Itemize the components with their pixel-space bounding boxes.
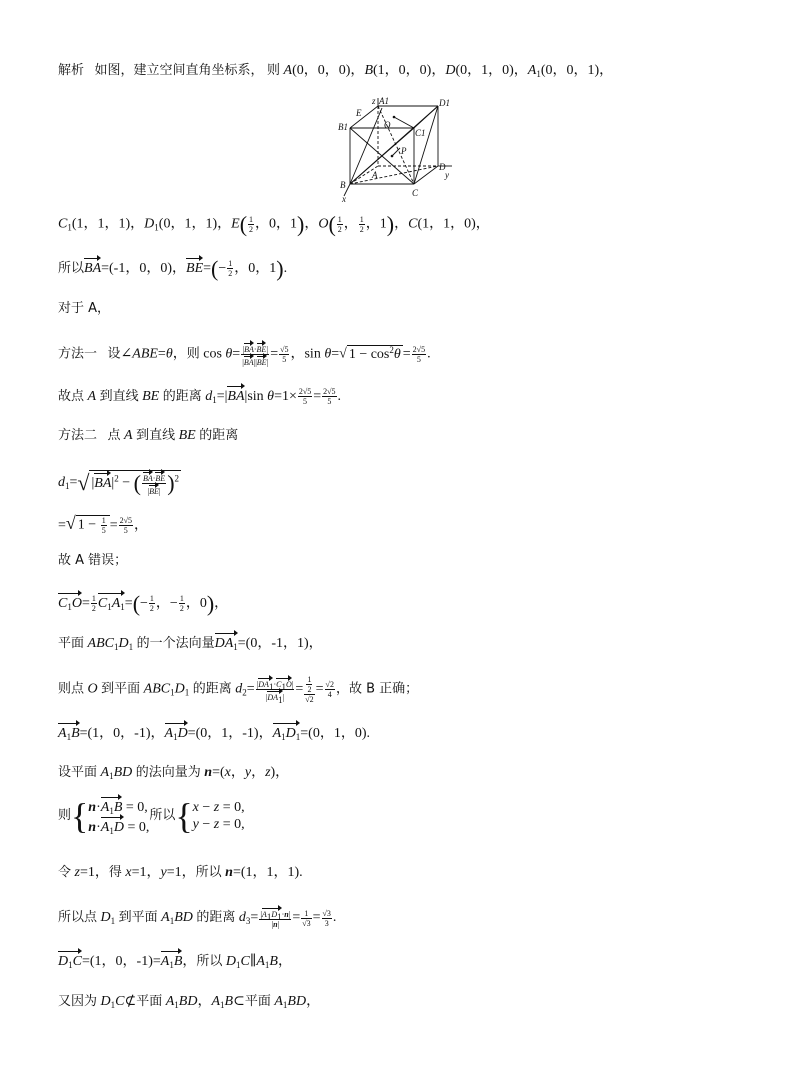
line-parallel: $D_1C=(1$，0，$-1)=A_1B$，所以 $D_1C\parallel A_1B$， <box>58 950 292 971</box>
line-d1-result: =√ 1 − $\frac{1}{5}$ = $\frac{2√5}{5}$ ， <box>58 513 148 536</box>
line-distance-d2: 则点 O 到平面 $ABC_1D_1$ 的距离 $d_2=$ $\frac{|DA_1\cdot C_1O|}{|DA_1|}$ = $\frac{\frac{1}{2}}{√2}$ = $\frac{√2}{4}$ ，故 B 正确； <box>58 675 419 705</box>
label-d: D <box>439 162 446 172</box>
label-c: C <box>412 188 419 198</box>
label-z: z <box>372 96 376 106</box>
label-a: A <box>372 170 378 180</box>
line-distance-d1: 故点 A 到直线 BE 的距离 $d_1=|BA|\sin$ θ=1× $\frac{2√5}{5}$ = $\frac{2√5}{5}$ . <box>58 385 341 406</box>
setup-text: 如图，建立空间直角坐标系， <box>94 63 264 78</box>
line-method-one: 方法一 设∠ABE=θ，则 cos θ= $\frac{|BA\cdot BE|}{|BA||BE|}$ = $\frac{√5}{5}$ ，sin θ=√ $1 - \cos^2\theta$ = $\frac{2√5}{5}$ . <box>58 342 431 367</box>
analysis-label: 解析 <box>58 63 85 78</box>
label-y: y <box>445 170 449 180</box>
line-plane-normal: 设平面 $A_1BD$ 的法向量为 n=(x，y，z)， <box>58 765 290 781</box>
line-vectors-ba-be: 所以BA=(-1，0，0)，BE=(− $\frac{1}{2}$ ，0，1). <box>58 255 288 281</box>
label-o: O <box>384 120 391 130</box>
line-case-a: 对于 A， <box>58 301 111 316</box>
line-equation-system: 则{$n\cdot A_1B = 0$, $n\cdot A_1D = 0$,所以{x − z = 0, y − z = 0, <box>58 796 245 836</box>
label-x: x <box>342 194 346 204</box>
line-vectors-a1: $A_1B=(1$，0，-1)，$A_1D=(0$，1，-1)，$A_1D_1=(0$，1，0). <box>58 722 370 743</box>
label-a1: A1 <box>379 96 389 106</box>
line-d1-formula: $d_1=√$ $|BA|^2$ − ( $\frac{BA\cdot BE}{|BE|}$ )$^2$ <box>58 470 180 496</box>
line-plane-relation: 又因为 $D_1C⊄$平面 $A_1BD$，$A_1B\subset$平面 $A_1BD$， <box>58 994 321 1010</box>
label-e: E <box>356 108 362 118</box>
label-b: B <box>340 180 346 190</box>
cube-figure <box>332 96 460 204</box>
line-coordinates-2: $C_1(1$，1，1)，$D_1(0$，1，1)，E( $\frac{1}{2}$ ，0，1)，O( $\frac{1}{2}$ ， $\frac{1}{2}$ ，1)，C(1，1，0)， <box>58 211 490 237</box>
label-b1: B1 <box>338 122 348 132</box>
label-d1: D1 <box>439 98 450 108</box>
line-coordinate-setup <box>58 62 613 80</box>
line-method-two: 方法二 点 A 到直线 BE 的距离 <box>58 428 239 443</box>
label-p: P <box>401 146 407 156</box>
label-c1: C1 <box>415 128 426 138</box>
coordinates-abd: 则 A(0，0，0)，B(1，0，0)，D(0，1，0)，$A_1(0$，0，1)， <box>267 63 614 79</box>
line-a-wrong: 故 A 错误； <box>58 553 128 568</box>
line-normal-vector: 平面 $ABC_1D_1$ 的一个法向量$DA_1=(0$，-1，1)， <box>58 632 323 653</box>
line-c1o: $C_1O=$ $\frac{1}{2}$ $C_1A_1=(-$ $\frac{1}{2}$ ，− $\frac{1}{2}$ ，0)， <box>58 590 229 616</box>
line-distance-d3: 所以点 $D_1$ 到平面 $A_1BD$ 的距离 $d_3=$ $\frac{|A_1D_1\cdot n|}{|n|}$ = $\frac{1}{√3}$ = $\frac{√3}{3}$ . <box>58 908 337 929</box>
line-solve-n: 令 z=1，得 x=1，y=1，所以 n=(1，1，1). <box>58 865 303 880</box>
